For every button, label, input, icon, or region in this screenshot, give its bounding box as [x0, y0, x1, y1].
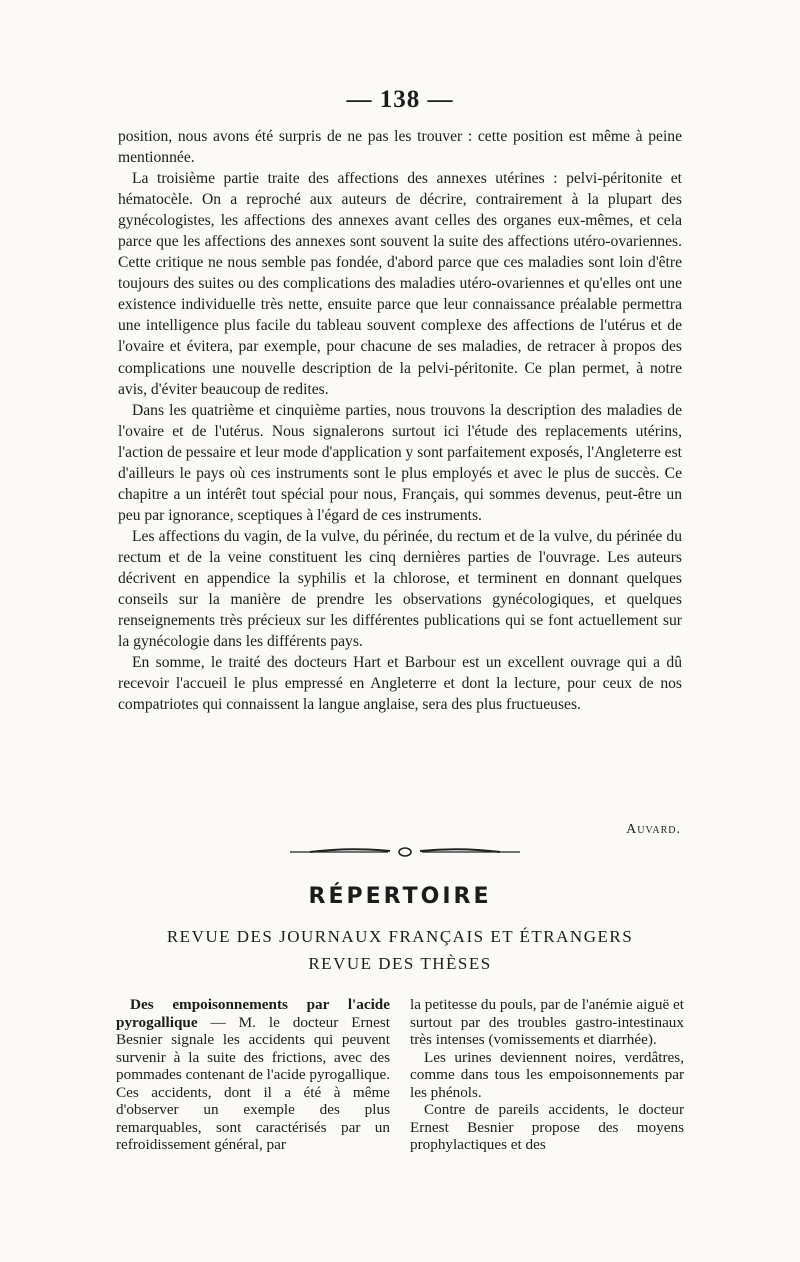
article-right-p3: Contre de pareils accidents, le docteur Ernest Besnier propose des moyens prophylactiques et des: [410, 1101, 684, 1153]
paragraph-4: Les affections du vagin, de la vulve, du périnée, du rectum et de la vulve, du périnée du rectum et de la veine constituent les cinq dernières parties de l'ouvrage. Les auteurs décrivent en appendice la syphilis et la chlorose, et terminent en donnant quelques conseils sur la manière de prendre les observations gynécologiques, et quelques renseignements très précieux sur les différentes publications qui se font actuellement sur la gynécologie dans les différents pays.: [118, 527, 682, 651]
article-right-p1: la petitesse du pouls, par de l'anémie aiguë et surtout par des troubles gastro-intestinaux très intenses (vomissements et diarrhée).: [410, 996, 684, 1048]
paragraph-2: La troisième partie traite des affections des annexes utérines : pelvi-péritonite et hématocèle. On a reproché aux auteurs de décrire, contrairement à la plupart des gynécologistes, les affections des annexes avant celles des organes eux-mêmes, et cela parce que les affections des annexes sont souvent la suite des affections utéro-ovariennes. Cette critique ne nous semble pas fondée, d'abord parce que ces maladies sont loin d'être toujours des suites ou des complications des maladies utéro-ovariennes et qu'elles ont une existence individuelle très nette, ensuite parce que leur connaissance préalable permettra une intelligence plus facile du tableau souvent complexe des affections de l'utérus et de l'ovaire et évitera, par exemple, pour chacune de ses maladies, de retracer à propos des complications une nouvelle description de la pelvi-péritonite. Ce plan permet, à notre avis, d'éviter beaucoup de redites.: [118, 170, 682, 398]
article-right-p2: Les urines deviennent noires, verdâtres, comme dans tous les empoisonnements par les phénols.: [410, 1048, 684, 1101]
article-title: Des empoisonnements par l'acide pyrogallique: [116, 996, 390, 1031]
author-signature: Auvard.: [626, 822, 681, 837]
paragraph-5: En somme, le traité des docteurs Hart et Barbour est un excellent ouvrage qui a dû recevoir l'accueil le plus empressé en Angleterre et dont la lecture, pour ceux de nos compatriotes qui connaissent la langue anglaise, sera des plus fructueuses.: [118, 654, 682, 714]
section-subtitle-theses: REVUE DES THÈSES: [308, 954, 492, 973]
page-number: — 138 —: [346, 86, 454, 113]
section-subtitle: REVUE DES JOURNAUX FRANÇAIS ET ÉTRANGERS: [166, 927, 634, 946]
review-body: [118, 126, 682, 715]
article-intro: [116, 996, 390, 1154]
article-right-column: [410, 996, 684, 1154]
article-left-column: [116, 996, 390, 1154]
paragraph-1: position, nous avons été surpris de ne pas les trouver : cette position est même à peine mentionnée.: [118, 128, 682, 167]
paragraph-3: Dans les quatrième et cinquième parties, nous trouvons la description des maladies de l'ovaire et de l'utérus. Nous signalerons surtout ici l'étude des replacements utérins, l'action de pessaire et leur mode d'application y sont parfaitement exposés, l'Angleterre est d'ailleurs le pays où ces instruments sont le plus employés et avec le plus de succès. Ce chapitre a un intérêt tout spécial pour nous, Français, qui sommes devenus, peut-être un peu par ignorance, sceptiques à l'égard de ces instruments.: [118, 401, 682, 524]
article-left-text: — M. le docteur Ernest Besnier signale les accidents qui peuvent survenir à la suite des frictions, avec des pommades contenant de l'acide pyrogallique. Ces accidents, dont il a été à même d'observer un exemple des plus remarquables, sont caractérisés par un refroidissement général, par: [116, 1013, 390, 1153]
section-title: RÉPERTOIRE: [308, 884, 492, 909]
ornament-divider: [290, 842, 520, 862]
